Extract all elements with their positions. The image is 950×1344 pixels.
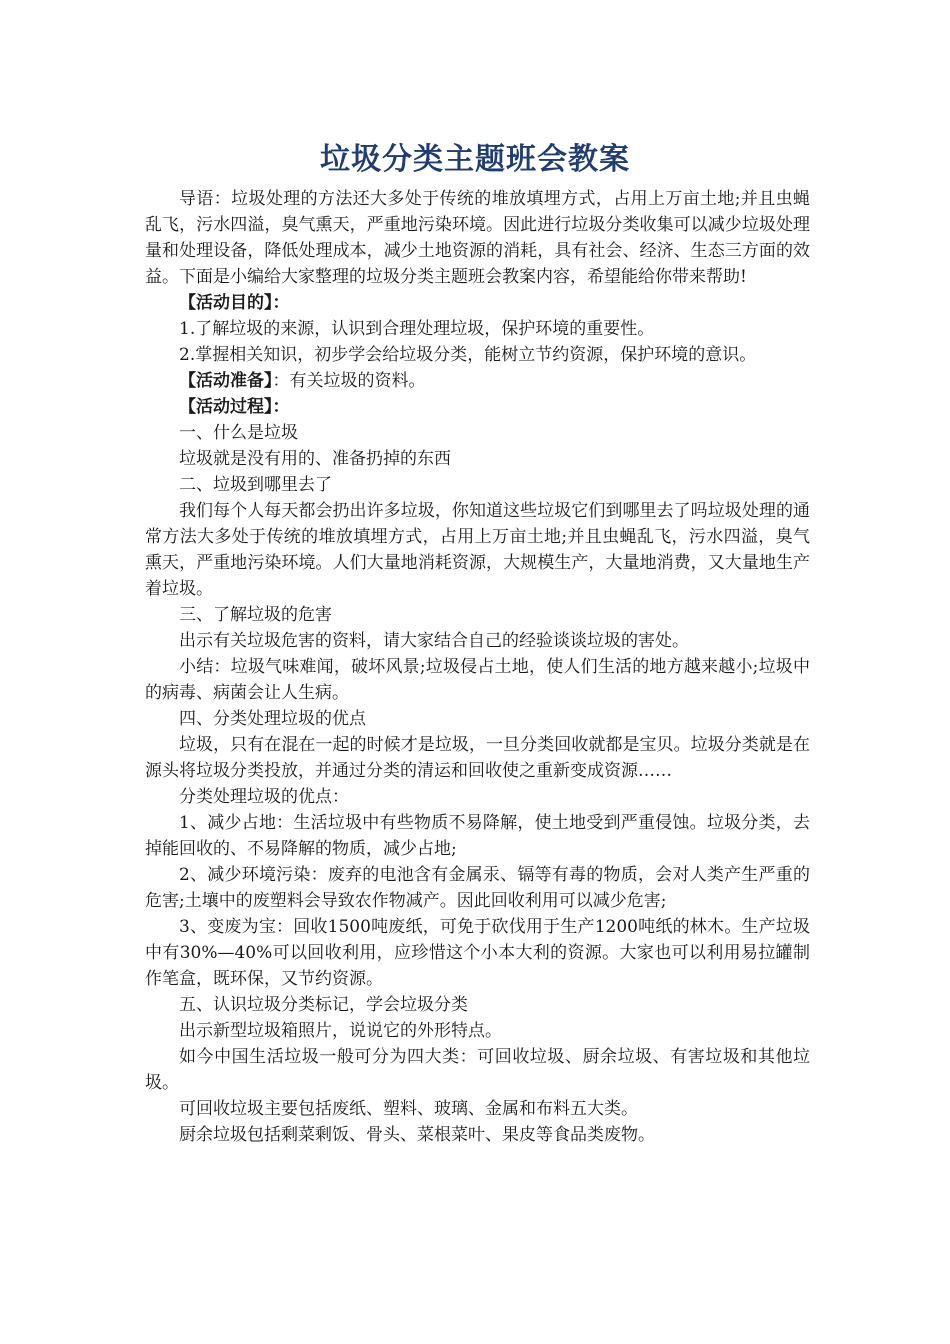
section-2-text: 我们每个人每天都会扔出许多垃圾，你知道这些垃圾它们到哪里去了吗垃圾处理的通常方法大多处于传统的堆放填埋方式，占用上万亩土地;并且虫蝇乱飞，污水四溢，臭气熏天，严重地污染环境。人们大量地消耗资源，大规模生产，大量地消费，又大量地生产着垃圾。: [145, 501, 810, 599]
section-5-text-3: 可回收垃圾主要包括废纸、塑料、玻璃、金属和布料五大类。: [179, 1099, 638, 1119]
heading-purpose-label: 【活动目的】：: [179, 293, 290, 313]
purpose-item-1: 1.了解垃圾的来源，认识到合理处理垃圾，保护环境的重要性。: [179, 319, 655, 339]
advantage-1: 1、减少占地：生活垃圾中有些物质不易降解，使土地受到严重侵蚀。垃圾分类，去掉能回收的、不易降解的物质，减少占地;: [145, 813, 810, 859]
heading-purpose: [145, 290, 810, 316]
section-1-text: 垃圾就是没有用的、准备扔掉的东西: [179, 449, 451, 469]
section-2-heading: 二、垃圾到哪里去了: [179, 475, 332, 495]
section-4-heading: 四、分类处理垃圾的优点: [179, 709, 366, 729]
section-5-text-4: 厨余垃圾包括剩菜剩饭、骨头、菜根菜叶、果皮等食品类废物。: [179, 1125, 655, 1145]
section-1-heading: 一、什么是垃圾: [179, 423, 298, 443]
section-5-heading: 五、认识垃圾分类标记，学会垃圾分类: [179, 995, 468, 1015]
heading-process: [145, 394, 810, 420]
heading-prep: [145, 368, 810, 394]
section-3-heading: 三、了解垃圾的危害: [179, 605, 332, 625]
heading-prep-label: 【活动准备】: [179, 371, 273, 391]
heading-process-label: 【活动过程】：: [179, 397, 290, 417]
purpose-item-2: 2.掌握相关知识，初步学会给垃圾分类，能树立节约资源，保护环境的意识。: [179, 345, 757, 365]
intro-paragraph: 导语：垃圾处理的方法还大多处于传统的堆放填埋方式，占用上万亩土地;并且虫蝇乱飞，污水四溢，臭气熏天，严重地污染环境。因此进行垃圾分类收集可以减少垃圾处理量和处理设备，降低处理成本，减少土地资源的消耗，具有社会、经济、生态三方面的效益。下面是小编给大家整理的垃圾分类主题班会教案内容，希望能给你带来帮助!: [145, 189, 810, 287]
section-3-summary: 小结：垃圾气味难闻，破坏风景;垃圾侵占土地，使人们生活的地方越来越小;垃圾中的病毒、病菌会让人生病。: [145, 657, 810, 703]
prep-text: ：有关垃圾的资料。: [272, 371, 426, 391]
document-title: 垃圾分类主题班会教案: [320, 142, 630, 177]
advantages-label: 分类处理垃圾的优点：: [179, 787, 349, 807]
section-4-text: 垃圾，只有在混在一起的时候才是垃圾，一旦分类回收就都是宝贝。垃圾分类就是在源头将垃圾分类投放，并通过分类的清运和回收使之重新变成资源……: [145, 735, 810, 781]
document-body: [145, 186, 810, 1148]
advantage-3: 3、变废为宝：回收1500吨废纸，可免于砍伐用于生产1200吨纸的林木。生产垃圾中有30%—40%可以回收利用，应珍惜这个小本大利的资源。大家也可以利用易拉罐制作笔盒，既环保，又节约资源。: [145, 917, 810, 989]
advantage-2: 2、减少环境污染：废弃的电池含有金属汞、镉等有毒的物质，会对人类产生严重的危害;土壤中的废塑料会导致农作物减产。因此回收利用可以减少危害;: [145, 865, 810, 911]
section-5-text-2: 如今中国生活垃圾一般可分为四大类：可回收垃圾、厨余垃圾、有害垃圾和其他垃圾。: [145, 1047, 810, 1093]
section-5-text-1: 出示新型垃圾箱照片，说说它的外形特点。: [179, 1021, 502, 1041]
section-3-text: 出示有关垃圾危害的资料，请大家结合自己的经验谈谈垃圾的害处。: [179, 631, 689, 651]
